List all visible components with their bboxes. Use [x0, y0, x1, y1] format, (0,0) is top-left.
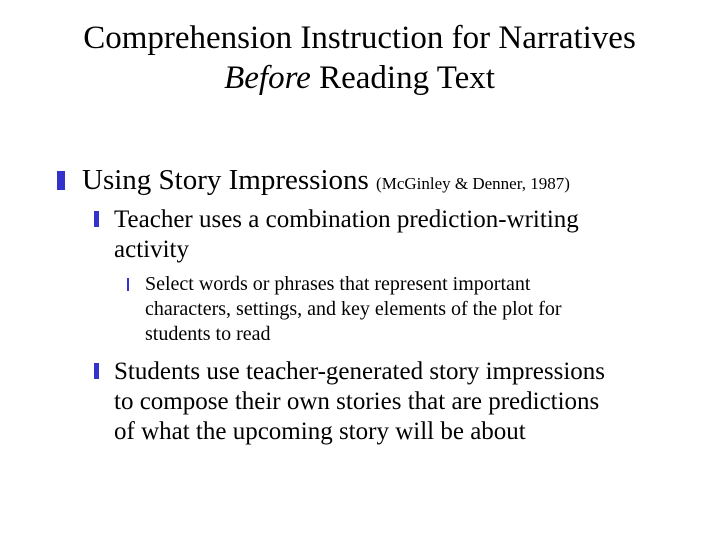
- citation: (McGinley & Denner, 1987): [376, 174, 570, 193]
- bullet-story-impressions-text: Using Story Impressions: [82, 164, 377, 196]
- bullet-students-use-line3: of what the upcoming story will be about: [114, 418, 526, 445]
- bullet-select-words-line2: characters, settings, and key elements of the plot for: [145, 298, 562, 320]
- slide-title: [0, 18, 719, 98]
- bullet-marker-level2: [94, 363, 99, 379]
- bullet-select-words: [145, 272, 562, 347]
- bullet-marker-level1: [57, 171, 65, 190]
- bullet-students-use: [114, 357, 605, 447]
- bullet-marker-level2: [94, 211, 99, 227]
- bullet-teacher-activity-line1: Teacher uses a combination prediction-writing: [114, 206, 579, 233]
- bullet-select-words-line1: Select words or phrases that represent important: [145, 273, 531, 295]
- title-line-2-rest: Reading Text: [310, 60, 495, 96]
- title-line-1: Comprehension Instruction for Narratives: [83, 20, 636, 56]
- title-line-2: [0, 58, 719, 98]
- bullet-select-words-line3: students to read: [145, 323, 271, 345]
- bullet-students-use-line1: Students use teacher-generated story impressions: [114, 358, 606, 385]
- bullet-teacher-activity-line2: activity: [114, 236, 189, 263]
- bullet-story-impressions: [82, 163, 570, 201]
- bullet-students-use-line2: to compose their own stories that are predictions: [114, 388, 600, 415]
- bullet-teacher-activity: [114, 205, 579, 265]
- title-emphasis: Before: [224, 60, 311, 96]
- bullet-marker-level3: [127, 278, 129, 291]
